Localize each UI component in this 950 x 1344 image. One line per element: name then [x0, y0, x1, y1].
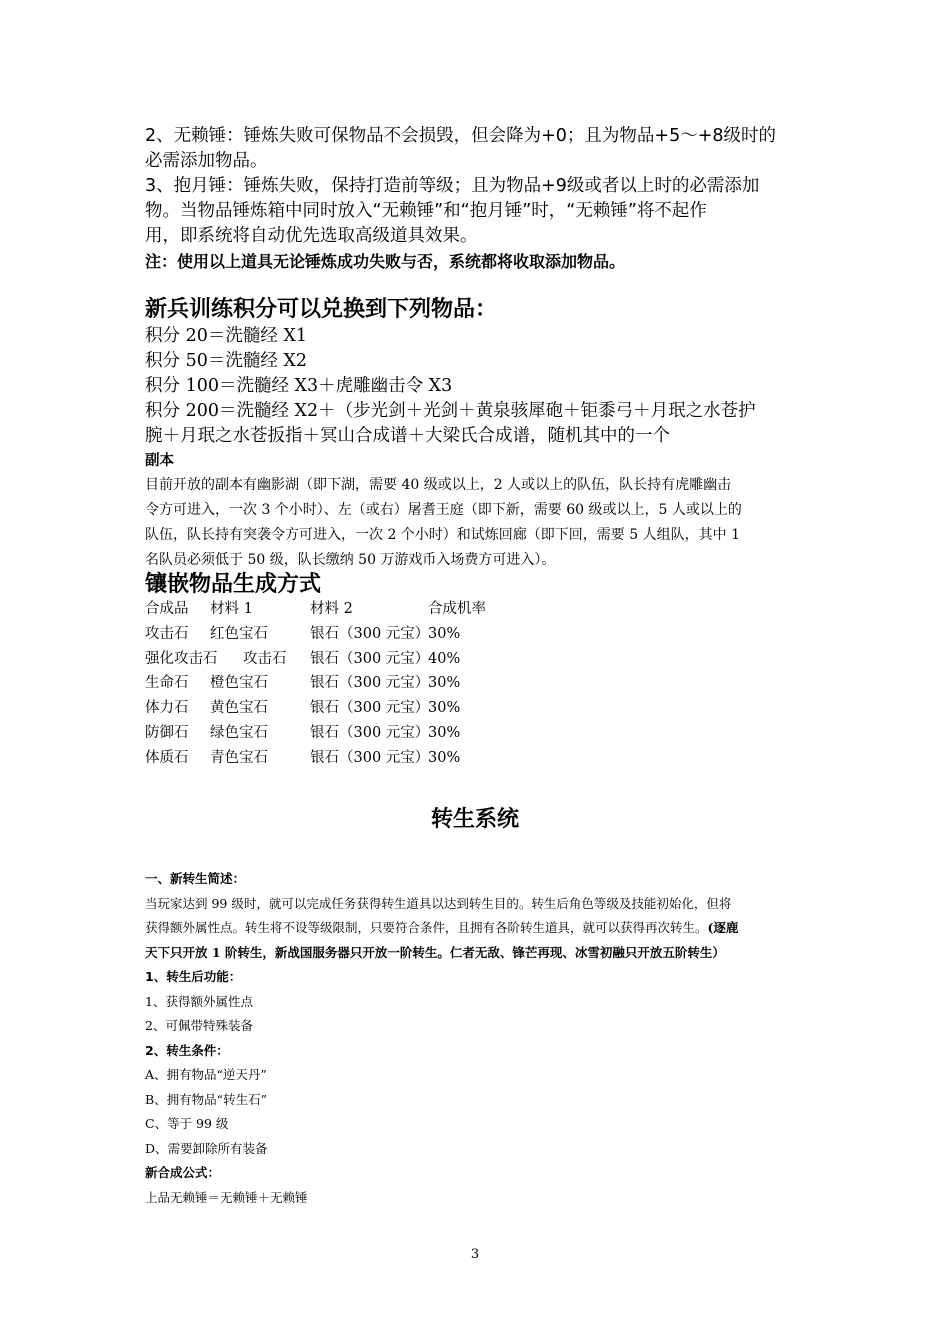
list-item: C、等于 99 级 — [145, 1116, 229, 1131]
dungeon-heading: 副本 — [145, 453, 174, 469]
list-item: B、拥有物品“转生石” — [145, 1091, 267, 1107]
table-cell: 银石（300 元宝） — [310, 675, 430, 692]
table-row — [145, 696, 508, 721]
dungeon-line: 名队员必须低于 50 级，队长缴纳 50 万游戏币入场费方可进入）。 — [145, 552, 556, 568]
table-cell: 强化攻击石 — [145, 650, 218, 667]
exchange-section — [145, 296, 810, 449]
condition-heading: 2、转生条件： — [145, 1042, 229, 1058]
dungeon-line: 目前开放的副本有幽影湖（即下湖，需要 40 级或以上，2 人或以上的队伍，队长持有虎雕幽击 — [145, 477, 732, 493]
intro-line: 3、抱月锤：锤炼失败，保持打造前等级；且为物品+9级或者以上时的必需添加 — [145, 176, 760, 196]
table-cell: 银石（300 元宝） — [310, 650, 430, 667]
intro-line: 必需添加物品。 — [145, 151, 268, 171]
table-cell: 30% — [428, 700, 461, 717]
dungeon-section — [145, 449, 810, 573]
table-cell: 防御石 — [145, 724, 189, 741]
table-cell: 银石（300 元宝） — [310, 700, 430, 717]
rebirth-intro-line — [145, 916, 815, 941]
intro-line: 物。当物品锤炼箱中同时放入“无赖锤”和“抱月锤”时，“无赖锤”将不起作 — [145, 201, 707, 221]
table-cell: 银石（300 元宝） — [310, 724, 430, 741]
header-cell: 材料 1 — [210, 601, 253, 617]
formula-heading: 新合成公式： — [145, 1165, 221, 1180]
rebirth-intro-heading: 一、新转生简述： — [145, 871, 246, 886]
table-cell: 30% — [428, 675, 461, 692]
exchange-line: 积分 20＝洗髓经 X1 — [145, 326, 307, 346]
exchange-heading: 新兵训练积分可以兑换到下列物品： — [145, 297, 498, 322]
dungeon-line: 队伍，队长持有突袭令方可进入，一次 2 个小时）和试炼回廊（即下回，需要 5 人组队，其中 1 — [145, 527, 740, 543]
function-heading: 1、转生后功能： — [145, 969, 242, 984]
table-cell: 绿色宝石 — [210, 724, 268, 741]
table-cell: 银石（300 元宝） — [310, 625, 430, 642]
table-cell: 红色宝石 — [210, 625, 268, 642]
table-cell: 30% — [428, 724, 461, 741]
page-number: 3 — [470, 1247, 480, 1262]
table-cell: 攻击石 — [145, 625, 189, 642]
table-cell: 生命石 — [145, 675, 189, 692]
intro-note: 注：使用以上道具无论锤炼成功失败与否，系统都将收取添加物品。 — [145, 252, 626, 271]
rebirth-section — [145, 867, 815, 1210]
rebirth-intro-line: 当玩家达到 99 级时，就可以完成任务获得转生道具以达到转生目的。转生后角色等级及技能初始化，但将 — [145, 895, 732, 911]
dungeon-line: 令方可进入，一次 3 个小时）、左（或右）屠耆王庭（即下新，需要 60 级或以上，5 人或以上的 — [145, 502, 742, 518]
table-cell: 橙色宝石 — [210, 675, 268, 692]
rebirth-intro-bold-line: 天下只开放 1 阶转生，新战国服务器只开放一阶转生。仁者无敌、锋芒再现、冰雪初融只开放五阶转生） — [145, 944, 725, 960]
table-cell: 黄色宝石 — [210, 700, 268, 717]
inlay-table — [145, 597, 508, 771]
exchange-line: 积分 50＝洗髓经 X2 — [145, 351, 307, 371]
table-row — [145, 746, 508, 771]
table-cell: 30% — [428, 749, 461, 766]
inlay-heading: 镶嵌物品生成方式 — [145, 572, 322, 597]
header-cell: 材料 2 — [310, 601, 353, 617]
table-cell: 攻击石 — [243, 650, 287, 667]
rebirth-intro-text: 获得额外属性点。转生将不设等级限制，只要符合条件，且拥有各阶转生道具，就可以获得再次转生。 — [145, 920, 708, 935]
table-cell: 40% — [428, 650, 461, 667]
table-cell: 体质石 — [145, 749, 189, 766]
list-item: 2、可佩带特殊装备 — [145, 1018, 253, 1033]
list-item: A、拥有物品“逆天丹” — [145, 1067, 267, 1082]
list-item: 1、获得额外属性点 — [145, 993, 253, 1009]
formula-line: 上品无赖锤＝无赖锤＋无赖锤 — [145, 1189, 308, 1205]
exchange-line: 积分 100＝洗髓经 X3＋虎雕幽击令 X3 — [145, 376, 453, 396]
intro-paragraph — [145, 124, 810, 274]
table-cell: 青色宝石 — [210, 749, 268, 766]
header-cell: 合成机率 — [428, 601, 486, 617]
exchange-line: 积分 200＝洗髓经 X2＋（步光剑＋光剑＋黄泉骇犀砲＋钜黍弓＋月珉之水苍护 — [145, 401, 756, 421]
table-row — [145, 721, 508, 746]
intro-line: 2、无赖锤：锤炼失败可保物品不会损毁，但会降为+0；且为物品+5～+8级时的 — [145, 126, 777, 146]
table-cell: 体力石 — [145, 700, 189, 717]
rebirth-intro-bold: (逐鹿 — [707, 920, 739, 935]
table-cell: 银石（300 元宝） — [310, 749, 430, 766]
table-row — [145, 622, 508, 647]
rebirth-title: 转生系统 — [430, 807, 519, 832]
table-row — [145, 647, 508, 672]
table-row — [145, 671, 508, 696]
table-header-row — [145, 597, 508, 622]
exchange-line: 腕＋月珉之水苍扳指＋冥山合成谱＋大梁氏合成谱，随机其中的一个 — [145, 426, 670, 446]
list-item: D、需要卸除所有装备 — [145, 1140, 268, 1156]
intro-line: 用，即系统将自动优先选取高级道具效果。 — [145, 226, 478, 246]
header-cell: 合成品 — [145, 601, 189, 617]
table-cell: 30% — [428, 625, 461, 642]
